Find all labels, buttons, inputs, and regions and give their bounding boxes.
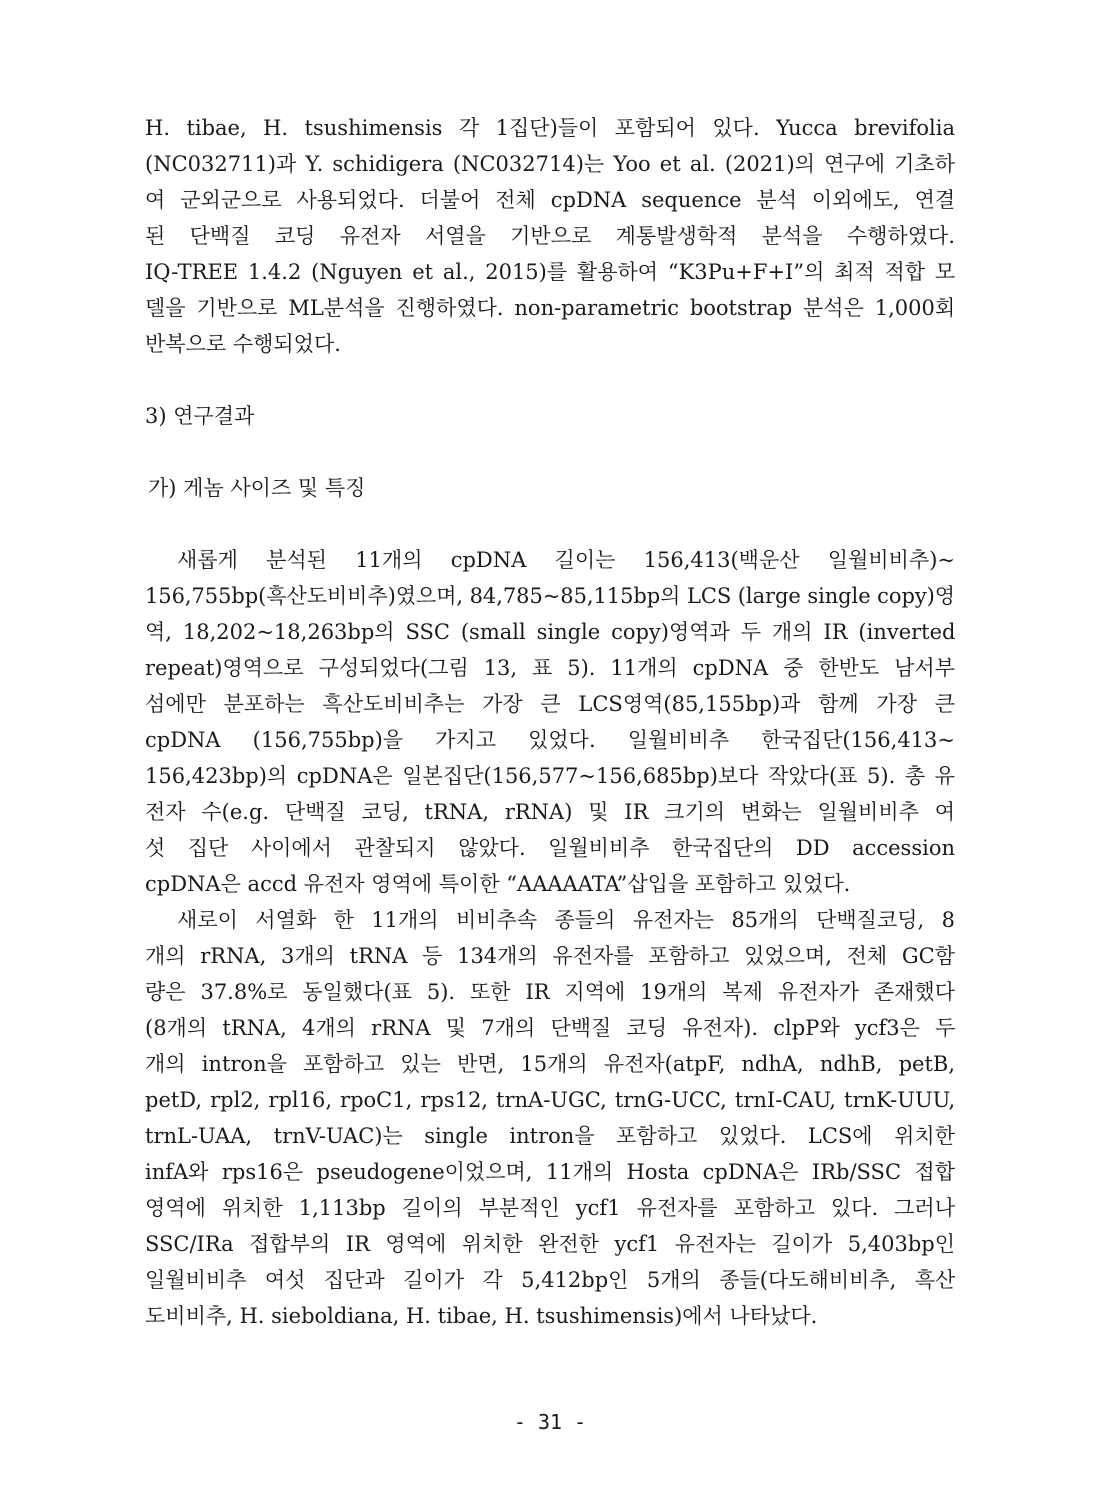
text-line: 새로이 서열화 한 11개의 비비추속 종들의 유전자는 85개의 단백질코딩, 8 — [177, 908, 955, 932]
text-line: 량은 37.8%로 동일했다(표 5). 또한 IR 지역에 19개의 복제 유전자가 존재했다 — [145, 980, 955, 1004]
text-line: SSC/IRa 접합부의 IR 영역에 위치한 완전한 ycf1 유전자는 길이가 5,403bp인 — [145, 1232, 955, 1256]
text-line: 역, 18,202~18,263bp의 SSC (small single copy)영역과 두 개의 IR (inverted — [145, 620, 955, 644]
text-line: 개의 intron을 포함하고 있는 반면, 15개의 유전자(atpF, ndhA, ndhB, petB, — [145, 1052, 955, 1076]
results-paragraph-2 — [145, 902, 955, 1334]
text-line: 일월비비추 여섯 집단과 길이가 각 5,412bp인 5개의 종들(다도해비비추, 흑산 — [145, 1268, 955, 1292]
text-line: 반복으로 수행되었다. — [145, 332, 341, 356]
text-line: H. tibae, H. tsushimensis 각 1집단)들이 포함되어 있다. Yucca brevifolia — [145, 116, 955, 140]
text-line: 델을 기반으로 ML분석을 진행하였다. non-parametric bootstrap 분석은 1,000회 — [145, 296, 955, 320]
text-line: 섯 집단 사이에서 관찰되지 않았다. 일월비비추 한국집단의 DD accession — [145, 836, 955, 860]
text-line: 된 단백질 코딩 유전자 서열을 기반으로 계통발생학적 분석을 수행하였다. — [145, 224, 955, 248]
text-line: (8개의 tRNA, 4개의 rRNA 및 7개의 단백질 코딩 유전자). clpP와 ycf3은 두 — [145, 1016, 955, 1040]
page-number: - 31 - — [513, 1410, 587, 1434]
text-line: 섬에만 분포하는 흑산도비비추는 가장 큰 LCS영역(85,155bp)과 함께 가장 큰 — [145, 692, 955, 716]
text-line: 156,423bp)의 cpDNA은 일본집단(156,577~156,685bp)보다 작았다(표 5). 총 유 — [145, 764, 955, 788]
text-line: 개의 rRNA, 3개의 tRNA 등 134개의 유전자를 포함하고 있었으며, 전체 GC함 — [145, 944, 955, 968]
text-line: 여 군외군으로 사용되었다. 더불어 전체 cpDNA sequence 분석 이외에도, 연결 — [145, 188, 955, 212]
text-line: petD, rpl2, rpl16, rpoC1, rps12, trnA-UGC, trnG-UCC, trnI-CAU, trnK-UUU, — [145, 1088, 955, 1112]
section-heading: 3) 연구결과 — [145, 404, 255, 428]
text-line: trnL-UAA, trnV-UAC)는 single intron을 포함하고 있었다. LCS에 위치한 — [145, 1124, 955, 1148]
text-line: IQ-TREE 1.4.2 (Nguyen et al., 2015)를 활용하여 “K3Pu+F+I”의 최적 적합 모 — [145, 260, 955, 284]
text-line: 156,755bp(흑산도비비추)였으며, 84,785~85,115bp의 LCS (large single copy)영 — [145, 584, 955, 608]
text-line: 전자 수(e.g. 단백질 코딩, tRNA, rRNA) 및 IR 크기의 변화는 일월비비추 여 — [145, 800, 955, 824]
text-line: 도비비추, H. sieboldiana, H. tibae, H. tsushimensis)에서 나타났다. — [145, 1304, 818, 1328]
text-line: 영역에 위치한 1,113bp 길이의 부분적인 ycf1 유전자를 포함하고 있다. 그러나 — [145, 1196, 955, 1220]
results-paragraph-1 — [145, 542, 955, 902]
text-line: cpDNA (156,755bp)을 가지고 있었다. 일월비비추 한국집단(156,413~ — [145, 728, 955, 752]
intro-paragraph — [145, 110, 955, 362]
subsection-heading: 가) 게놈 사이즈 및 특징 — [148, 476, 366, 500]
text-line: (NC032711)과 Y. schidigera (NC032714)는 Yoo et al. (2021)의 연구에 기초하 — [145, 152, 955, 176]
text-line: repeat)영역으로 구성되었다(그림 13, 표 5). 11개의 cpDNA 중 한반도 남서부 — [145, 656, 955, 680]
text-line: cpDNA은 accd 유전자 영역에 특이한 “AAAAATA”삽입을 포함하고 있었다. — [145, 872, 851, 896]
text-line: infA와 rps16은 pseudogene이었으며, 11개의 Hosta cpDNA은 IRb/SSC 접합 — [145, 1160, 955, 1184]
text-line: 새롭게 분석된 11개의 cpDNA 길이는 156,413(백운산 일월비비추)~ — [177, 548, 955, 572]
